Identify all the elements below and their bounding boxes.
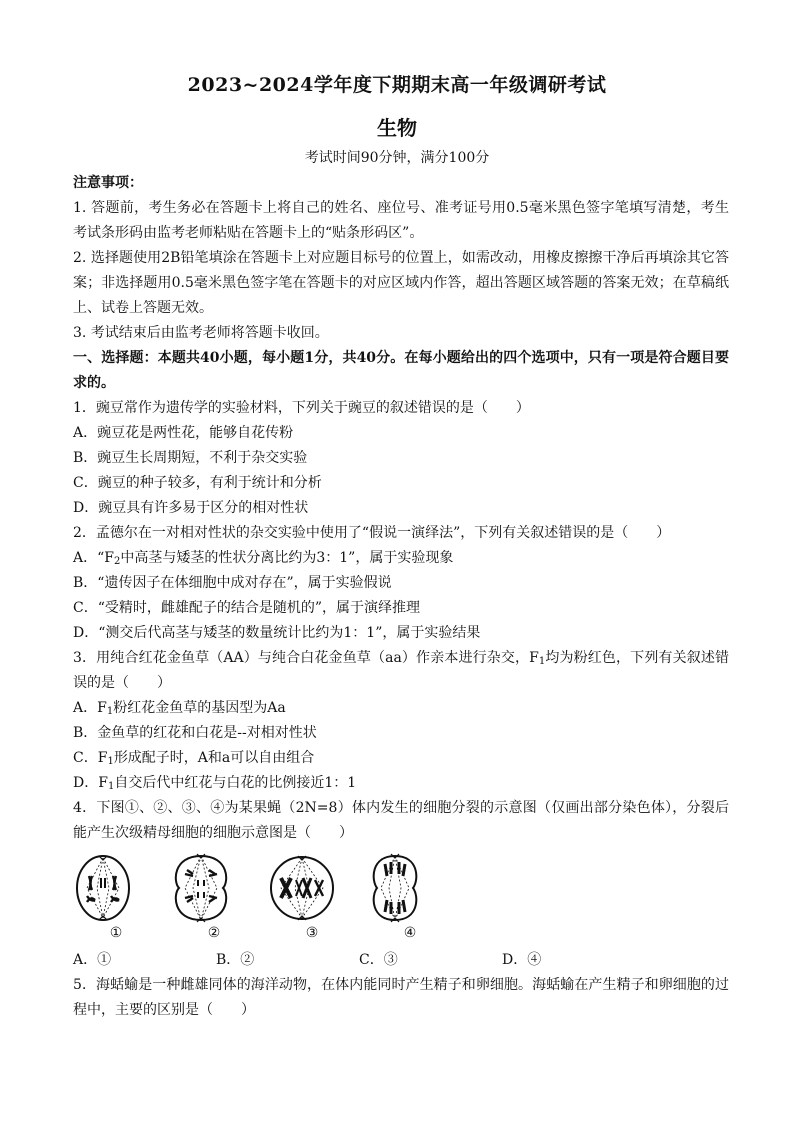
option-a: A．① bbox=[73, 952, 112, 968]
question-stem: 4．下图①、②、③、④为某果蝇（2N=8）体内发生的细胞分裂的示意图（仅画出部分染色体），分裂后能产生次级精母细胞的细胞示意图是（ ） bbox=[73, 800, 729, 841]
note-item: 1. 答题前，考生务必在答题卡上将自己的姓名、座位号、准考证号用0.5毫米黑色签字笔填写清楚，考生考试条形码由监考老师粘贴在答题卡上的“贴条形码区”。 bbox=[73, 200, 729, 241]
option-c: C．$F_1$形成配子时，A和a可以自由组合 bbox=[73, 750, 315, 767]
cell-1-drawing bbox=[73, 850, 133, 924]
cell-diagram-3 bbox=[269, 850, 355, 942]
option-a: A．豌豆花是两性花，能够自花传粉 bbox=[73, 425, 294, 441]
cell-diagram-4 bbox=[367, 850, 453, 942]
option-d: D．豌豆具有许多易于区分的相对性状 bbox=[73, 500, 309, 516]
figure-label: ③ bbox=[305, 925, 319, 941]
note-item: 2. 选择题使用2B铅笔填涂在答题卡上对应题目标号的位置上，如需改动，用橡皮擦擦干净后再填涂其它答案；非选择题用0.5毫米黑色签字笔在答题卡的对应区域内作答，超出答题区域答题的答案无效；在草稿纸上、试卷上答题无效。 bbox=[73, 250, 729, 316]
subject-title: 生物 bbox=[377, 116, 417, 140]
option-d: D．“测交后代高茎与矮茎的数量统计比约为1：1”，属于实验结果 bbox=[73, 625, 481, 641]
option-c: C．豌豆的种子较多，有利于统计和分析 bbox=[73, 475, 322, 491]
option-d: D．$F_1$自交后代中红花与白花的比例接近1：1 bbox=[73, 775, 357, 792]
exam-info: 考试时间90分钟，满分100分 bbox=[304, 150, 490, 166]
note-item: 3. 考试结束后由监考老师将答题卡收回。 bbox=[73, 325, 329, 341]
option-b: B．豌豆生长周期短，不利于杂交实验 bbox=[73, 450, 308, 466]
q4-options bbox=[73, 948, 729, 973]
cell-4-drawing bbox=[367, 850, 423, 924]
option-c: C．“受精时，雌雄配子的结合是随机的”，属于演绎推理 bbox=[73, 600, 421, 616]
question-stem: 2．孟德尔在一对相对性状的杂交实验中使用了“假说一演绎法”，下列有关叙述错误的是（ ） bbox=[73, 525, 671, 541]
figure-label: ④ bbox=[403, 925, 417, 941]
question-stem: 1．豌豆常作为遗传学的实验材料，下列关于豌豆的叙述错误的是（ ） bbox=[73, 400, 530, 416]
option-b: B．② bbox=[216, 952, 255, 968]
exam-title: 2023~2024学年度下期期末高一年级调研考试 bbox=[187, 74, 607, 96]
cell-diagram-2 bbox=[171, 850, 257, 942]
figure-label: ① bbox=[109, 925, 123, 941]
option-a: A．$F_1$粉红花金鱼草的基因型为Aa bbox=[73, 700, 286, 717]
option-d: D．④ bbox=[502, 952, 542, 968]
notes-heading: 注意事项： bbox=[73, 175, 143, 191]
exam-content bbox=[73, 171, 729, 1023]
question-stem: 5．海蛞蝓是一种雌雄同体的海洋动物，在体内能同时产生精子和卵细胞。海蛞蝓在产生精子和卵细胞的过程中，主要的区别是（ ） bbox=[73, 977, 729, 1018]
option-c: C．③ bbox=[359, 952, 398, 968]
section-heading: 一、选择题：本题共40小题，每小题1分，共40分。在每小题给出的四个选项中，只有一项是符合题目要求的。 bbox=[73, 350, 729, 391]
cell-diagram-1 bbox=[73, 850, 159, 942]
option-b: B．金鱼草的红花和白花是--对相对性状 bbox=[73, 725, 317, 741]
cell-division-figure bbox=[73, 850, 729, 948]
figure-label: ② bbox=[207, 925, 221, 941]
cell-2-drawing bbox=[171, 850, 231, 924]
option-a: A．“$F_2$中高茎与矮茎的性状分离比约为3：1”，属于实验现象 bbox=[73, 550, 454, 567]
cell-3-drawing bbox=[269, 850, 335, 924]
question-stem: 3．用纯合红花金鱼草（AA）与纯合白花金鱼草（aa）作亲本进行杂交，$F_1$均为粉红色，下列有关叙述错误的是（ ） bbox=[73, 650, 729, 691]
option-b: B．“遗传因子在体细胞中成对存在”，属于实验假说 bbox=[73, 575, 392, 591]
